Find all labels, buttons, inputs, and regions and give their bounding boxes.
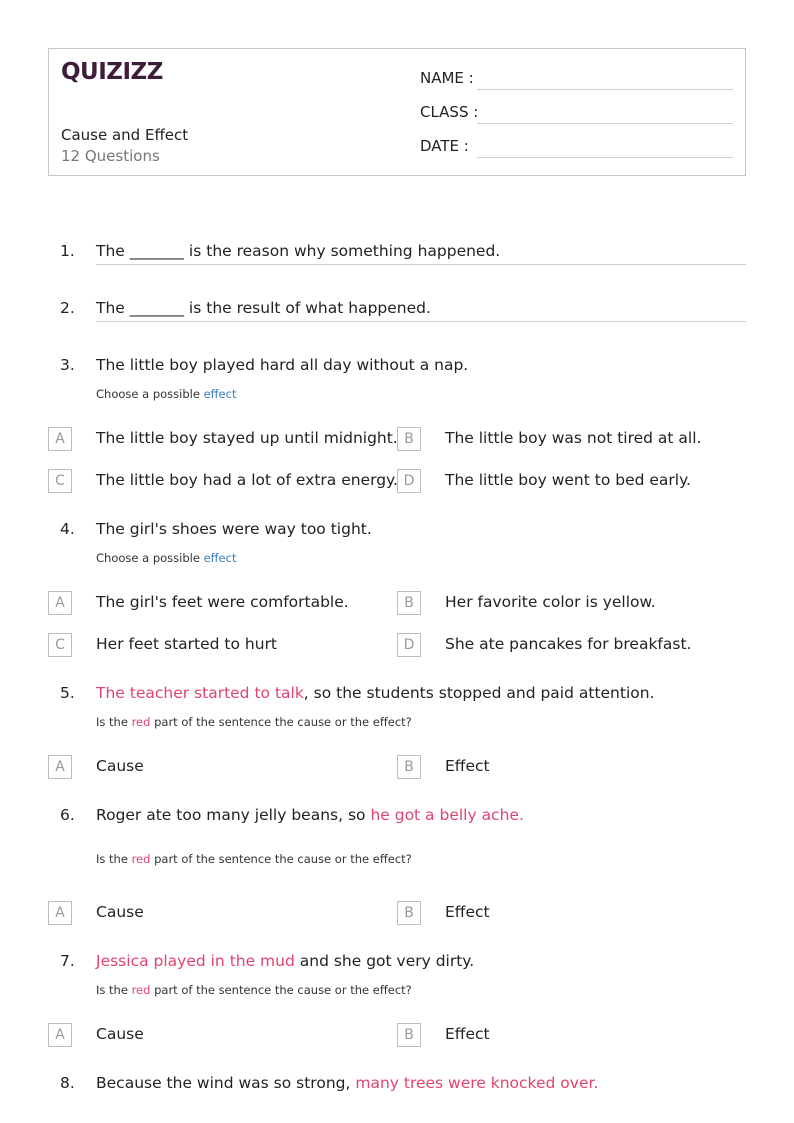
option-c-text: Her feet started to hurt — [96, 635, 278, 653]
option-b-box[interactable]: B — [397, 427, 421, 451]
class-field-line[interactable] — [477, 123, 733, 124]
option-c-box[interactable]: C — [48, 633, 72, 657]
option-a-text: Cause — [96, 757, 144, 775]
option-b-text: Effect — [445, 1025, 490, 1043]
name-label: NAME : — [420, 69, 474, 87]
question-text: The little boy played hard all day without a nap. — [96, 356, 469, 374]
option-a-text: The girl's feet were comfortable. — [96, 593, 349, 611]
quizizz-logo: QUIZIZZ — [61, 59, 163, 85]
option-a-box[interactable]: A — [48, 427, 72, 451]
question-hint: Is the red part of the sentence the cause or the effect? — [96, 983, 412, 997]
question-number: 8. — [60, 1074, 75, 1092]
question-hint: Is the red part of the sentence the cause or the effect? — [96, 715, 412, 729]
option-d-box[interactable]: D — [397, 633, 421, 657]
question-number: 5. — [60, 684, 75, 702]
class-label: CLASS : — [420, 103, 479, 121]
option-b-box[interactable]: B — [397, 755, 421, 779]
question-number: 4. — [60, 520, 75, 538]
question-number: 6. — [60, 806, 75, 824]
date-label: DATE : — [420, 137, 469, 155]
worksheet-header — [48, 48, 746, 176]
option-d-box[interactable]: D — [397, 469, 421, 493]
option-b-text: Effect — [445, 757, 490, 775]
option-a-text: Cause — [96, 1025, 144, 1043]
option-a-text: The little boy stayed up until midnight. — [96, 429, 398, 447]
option-b-text: Effect — [445, 903, 490, 921]
option-b-box[interactable]: B — [397, 1023, 421, 1047]
worksheet-title: Cause and Effect — [61, 126, 189, 144]
answer-line[interactable] — [96, 321, 746, 322]
question-text: The _______ is the reason why something happened. — [96, 242, 501, 260]
option-a-box[interactable]: A — [48, 755, 72, 779]
answer-line[interactable] — [96, 264, 746, 265]
question-number: 7. — [60, 952, 75, 970]
question-hint: Choose a possible effect — [96, 551, 237, 565]
question-text: Jessica played in the mud and she got very dirty. — [96, 952, 475, 970]
date-field-line[interactable] — [477, 157, 733, 158]
question-text: The _______ is the result of what happened. — [96, 299, 431, 317]
question-number: 2. — [60, 299, 75, 317]
option-d-text: The little boy went to bed early. — [445, 471, 691, 489]
question-hint: Is the red part of the sentence the cause or the effect? — [96, 852, 412, 866]
question-number: 3. — [60, 356, 75, 374]
option-b-text: Her favorite color is yellow. — [445, 593, 656, 611]
name-field-line[interactable] — [477, 89, 733, 90]
option-b-text: The little boy was not tired at all. — [445, 429, 702, 447]
option-d-text: She ate pancakes for breakfast. — [445, 635, 692, 653]
option-c-box[interactable]: C — [48, 469, 72, 493]
question-text: Because the wind was so strong, many trees were knocked over. — [96, 1074, 599, 1092]
option-a-box[interactable]: A — [48, 1023, 72, 1047]
option-c-text: The little boy had a lot of extra energy. — [96, 471, 398, 489]
option-a-box[interactable]: A — [48, 901, 72, 925]
question-text: The girl's shoes were way too tight. — [96, 520, 372, 538]
question-number: 1. — [60, 242, 75, 260]
question-text: Roger ate too many jelly beans, so he got a belly ache. — [96, 806, 524, 824]
option-a-text: Cause — [96, 903, 144, 921]
option-b-box[interactable]: B — [397, 901, 421, 925]
option-a-box[interactable]: A — [48, 591, 72, 615]
question-hint: Choose a possible effect — [96, 387, 237, 401]
question-text: The teacher started to talk, so the students stopped and paid attention. — [96, 684, 655, 702]
option-b-box[interactable]: B — [397, 591, 421, 615]
question-count: 12 Questions — [61, 147, 160, 165]
